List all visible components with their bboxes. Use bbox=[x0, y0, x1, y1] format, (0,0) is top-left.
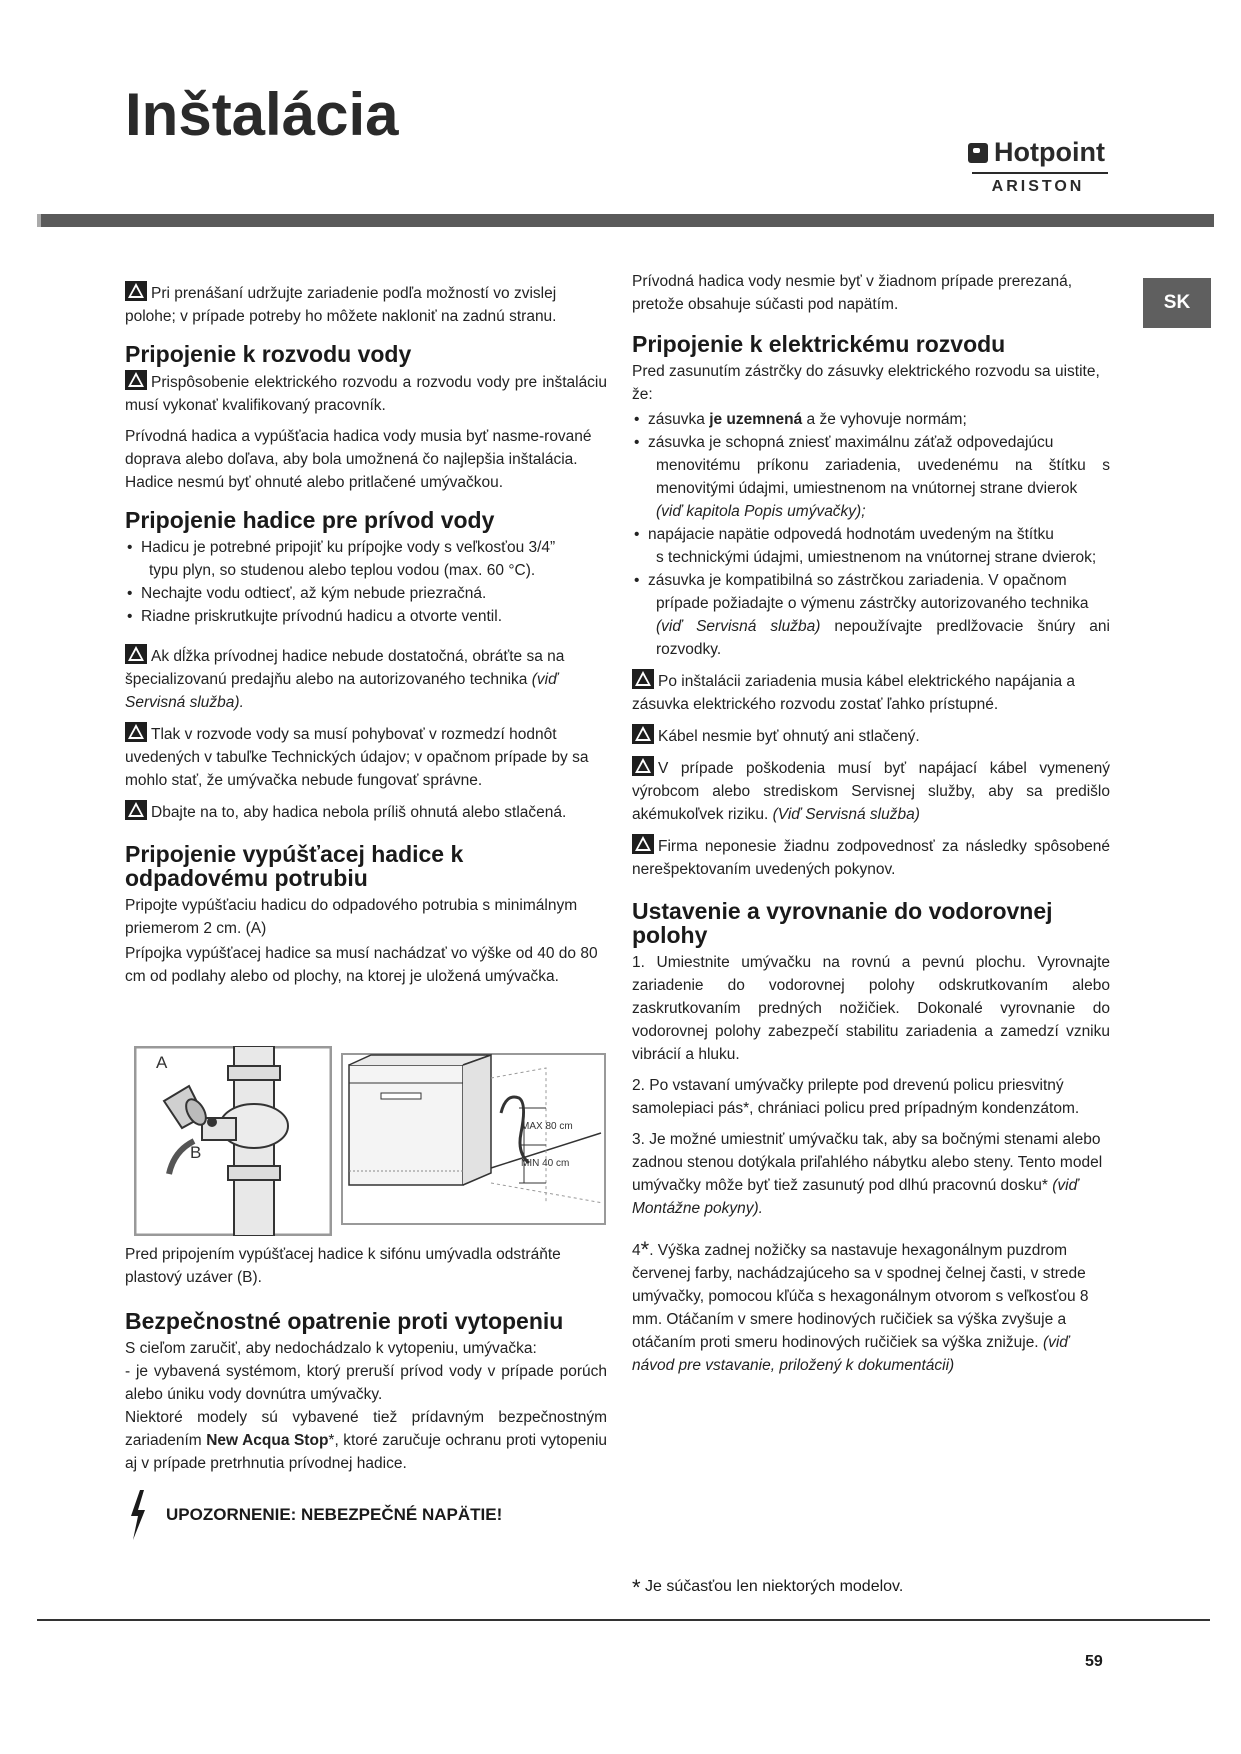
brand-sub: ARISTON bbox=[991, 178, 1085, 195]
left-column-lower bbox=[125, 1243, 607, 1483]
right-column bbox=[632, 270, 1110, 1385]
warning-icon bbox=[632, 756, 654, 776]
brand-logo bbox=[968, 137, 1108, 196]
warning-icon bbox=[632, 724, 654, 744]
alert-text: UPOZORNENIE: NEBEZPEČNÉ NAPÄTIE! bbox=[166, 1505, 503, 1524]
cut-warning-text: Prívodná hadica vody nesmie byť v žiadnom prípade prerezaná, pretože obsahuje súčasti pod napätím. bbox=[632, 273, 1073, 313]
left-column bbox=[125, 281, 607, 996]
list-item: • zásuvka je schopná zniesť maximálnu záťaž odpovedajúcu menovitému príkonu zariadenia, uvedenému na štítku s menovitými údajmi, umiestnenom na vnútornej strane dvierok (viď kapitola Popis umývačky); bbox=[632, 431, 1110, 523]
warning-hose-length: Ak dĺžka prívodnej hadice nebude dostatočná, obráťte sa na špecializovanú predajňu alebo na autorizovaného technika (viď Servisná služba). bbox=[125, 644, 607, 714]
leveling-step-1: 1. Umiestnite umývačku na rovnú a pevnú plochu. Vyrovnajte zariadenie do vodorovnej polohy odskrutkovaním alebo zaskrutkovaním predných nožičiek. Dokonalé vyrovnanie do vodorovnej polohy zabezpečí stabilitu zariadenia a zamedzí vzniku vibrácií a hluku. bbox=[632, 954, 1110, 1063]
brand-name: Hotpoint bbox=[994, 137, 1105, 167]
heading-drain: Pripojenie vypúšťacej hadice k odpadovému potrubiu bbox=[125, 841, 464, 891]
fig-label-min: MIN 40 cm bbox=[521, 1158, 570, 1169]
warning-icon bbox=[125, 800, 147, 820]
warning-icon bbox=[632, 669, 654, 689]
list-item: • Nechajte vodu odtiecť, až kým nebude priezračná. bbox=[125, 582, 607, 605]
drain-text-1: Pripojte vypúšťaciu hadicu do odpadového potrubia s minimálnym priemerom 2 cm. (A) bbox=[125, 897, 578, 937]
heading-electric: Pripojenie k elektrickému rozvodu bbox=[632, 331, 1006, 357]
after-figure-text: Pred pripojením vypúšťacej hadice k sifónu umývadla odstráňte plastový uzáver (B). bbox=[125, 1246, 561, 1286]
heading-flood: Bezpečnostné opatrenie proti vytopeniu bbox=[125, 1308, 564, 1334]
list-item: • Hadicu je potrebné pripojiť ku prípojke vody s veľkosťou 3/4” typu plyn, so studenou alebo teplou vodou (max. 60 °C). bbox=[125, 536, 607, 582]
footer-rule bbox=[37, 1619, 1210, 1621]
leveling-step-4: 4*. Výška zadnej nožičky sa nastavuje hexagonálnym puzdrom červenej farby, nachádzajúceho sa v spodnej čelnej časti, v strede umývačky, pomocou kľúča s hexagonálnym otvorom s veľkosťou 8 mm. Otáčaním v smere hodinových ručičiek sa výška zvyšuje a otáčaním proti smeru hodinových ručičiek sa výška znižuje. (viď návod pre vstavanie, priložený k dokumentácii) bbox=[632, 1237, 1089, 1374]
voltage-alert bbox=[128, 1490, 502, 1540]
warning-icon bbox=[125, 722, 147, 742]
warning-icon bbox=[125, 370, 147, 390]
heading-inlet: Pripojenie hadice pre prívod vody bbox=[125, 507, 495, 533]
hoses-text: Prívodná hadica a vypúšťacia hadica vody musia byť nasme-rované doprava alebo doľava, aby bola umožnená čo najlepšia inštalácia. bbox=[125, 428, 592, 468]
warning-carry: Pri prenášaní udržujte zariadenie podľa možností vo zvislej polohe; v prípade potreby ho môžete nakloniť na zadnú stranu. bbox=[125, 281, 607, 328]
warning-icon bbox=[125, 644, 147, 664]
logo-mark-icon bbox=[968, 143, 988, 163]
leveling-step-3: 3. Je možné umiestniť umývačku tak, aby sa bočnými stenami alebo zadnou stenou dotýkala priľahlého nábytku alebo steny. Tento model umývačky môže byť tiež zasunutý pod dlhú pracovnú dosku* (viď Montážne pokyny). bbox=[632, 1131, 1103, 1217]
list-item: • zásuvka je uzemnená a že vyhovuje normám; bbox=[632, 408, 1110, 431]
flood-text-2: - je vybavená systémom, ktorý preruší prívod vody v prípade porúch alebo úniku vody dovnútra umývačky. bbox=[125, 1363, 607, 1403]
warning-icon bbox=[632, 834, 654, 854]
warning-cable-damage: V prípade poškodenia musí byť napájací kábel vymenený výrobcom alebo strediskom Servisnej služby, aby sa predišlo akémukoľvek riziku. (Viď Servisná služba) bbox=[632, 756, 1110, 826]
warning-bend: Dbajte na to, aby hadica nebola príliš ohnutá alebo stlačená. bbox=[125, 800, 607, 824]
warning-qualified: Prispôsobenie elektrického rozvodu a rozvodu vody pre inštaláciu musí vykonať kvalifikovaný pracovník. bbox=[125, 370, 607, 417]
warning-accessible: Po inštalácii zariadenia musia kábel elektrického napájania a zásuvka elektrického rozvodu zostať ľahko prístupné. bbox=[632, 669, 1110, 716]
warning-liability: Firma neponesie žiadnu zodpovednosť za následky spôsobené nerešpektovaním uvedených pokynov. bbox=[632, 834, 1110, 881]
page-number: 59 bbox=[1085, 1653, 1103, 1670]
drain-text-2: Prípojka vypúšťacej hadice sa musí nachádzať vo výške od 40 do 80 cm od podlahy alebo od plochy, na ktorej je uložená umývačka. bbox=[125, 945, 598, 985]
warning-pressure: Tlak v rozvode vody sa musí pohybovať v rozmedzí hodnôt uvedených v tabuľke Technických údajov; v opačnom prípade by sa mohlo stať, že umývačka nebude fungovať správne. bbox=[125, 722, 607, 792]
list-item: • Riadne priskrutkujte prívodnú hadicu a otvorte ventil. bbox=[125, 605, 607, 628]
heading-leveling: Ustavenie a vyrovnanie do vodorovnej polohy bbox=[632, 898, 1053, 948]
lightning-icon bbox=[128, 1490, 148, 1540]
dishwasher-figure bbox=[341, 1053, 606, 1225]
electric-list bbox=[632, 408, 1110, 661]
fig-label-b: B bbox=[190, 1143, 202, 1162]
flood-text-3: Niektoré modely sú vybavené tiež prídavným bezpečnostným zariadením New Acqua Stop*, ktoré zaručuje ochranu proti vytopeniu aj v prípade pretrhnutia prívodnej hadice. bbox=[125, 1409, 608, 1472]
list-item: • zásuvka je kompatibilná so zástrčkou zariadenia. V opačnom prípade požiadajte o výmenu zástrčky autorizovaného technika (viď Servisná služba) nepoužívajte predlžovacie šnúry ani rozvodky. bbox=[632, 569, 1110, 661]
siphon-figure bbox=[134, 1046, 332, 1236]
warning-cable-bent: Kábel nesmie byť ohnutý ani stlačený. bbox=[632, 724, 1110, 748]
header-rule bbox=[37, 214, 1214, 227]
electric-intro: Pred zasunutím zástrčky do zásuvky elektrického rozvodu sa uistite, že: bbox=[632, 363, 1100, 403]
footnote: * Je súčasťou len niektorých modelov. bbox=[632, 1575, 904, 1600]
list-item: • napájacie napätie odpovedá hodnotám uvedeným na štítku s technickými údajmi, umiestnenom na vnútornej strane dvierok; bbox=[632, 523, 1110, 569]
flood-text-1: S cieľom zaručiť, aby nedochádzalo k vytopeniu, umývačka: bbox=[125, 1340, 537, 1357]
language-tab: SK bbox=[1143, 278, 1211, 328]
fig-label-max: MAX 80 cm bbox=[521, 1121, 573, 1132]
leveling-step-2: 2. Po vstavaní umývačky prilepte pod drevenú policu priesvitný samolepiaci pás*, chrániaci policu pred prípadným kondenzátom. bbox=[632, 1077, 1080, 1117]
inlet-list bbox=[125, 536, 607, 628]
fig-label-a: A bbox=[156, 1053, 168, 1072]
page-title: Inštalácia bbox=[125, 81, 399, 148]
warning-icon bbox=[125, 281, 147, 301]
heading-water: Pripojenie k rozvodu vody bbox=[125, 341, 412, 367]
hoses-text-2: Hadice nesmú byť ohnuté alebo pritlačené umývačkou. bbox=[125, 474, 504, 491]
